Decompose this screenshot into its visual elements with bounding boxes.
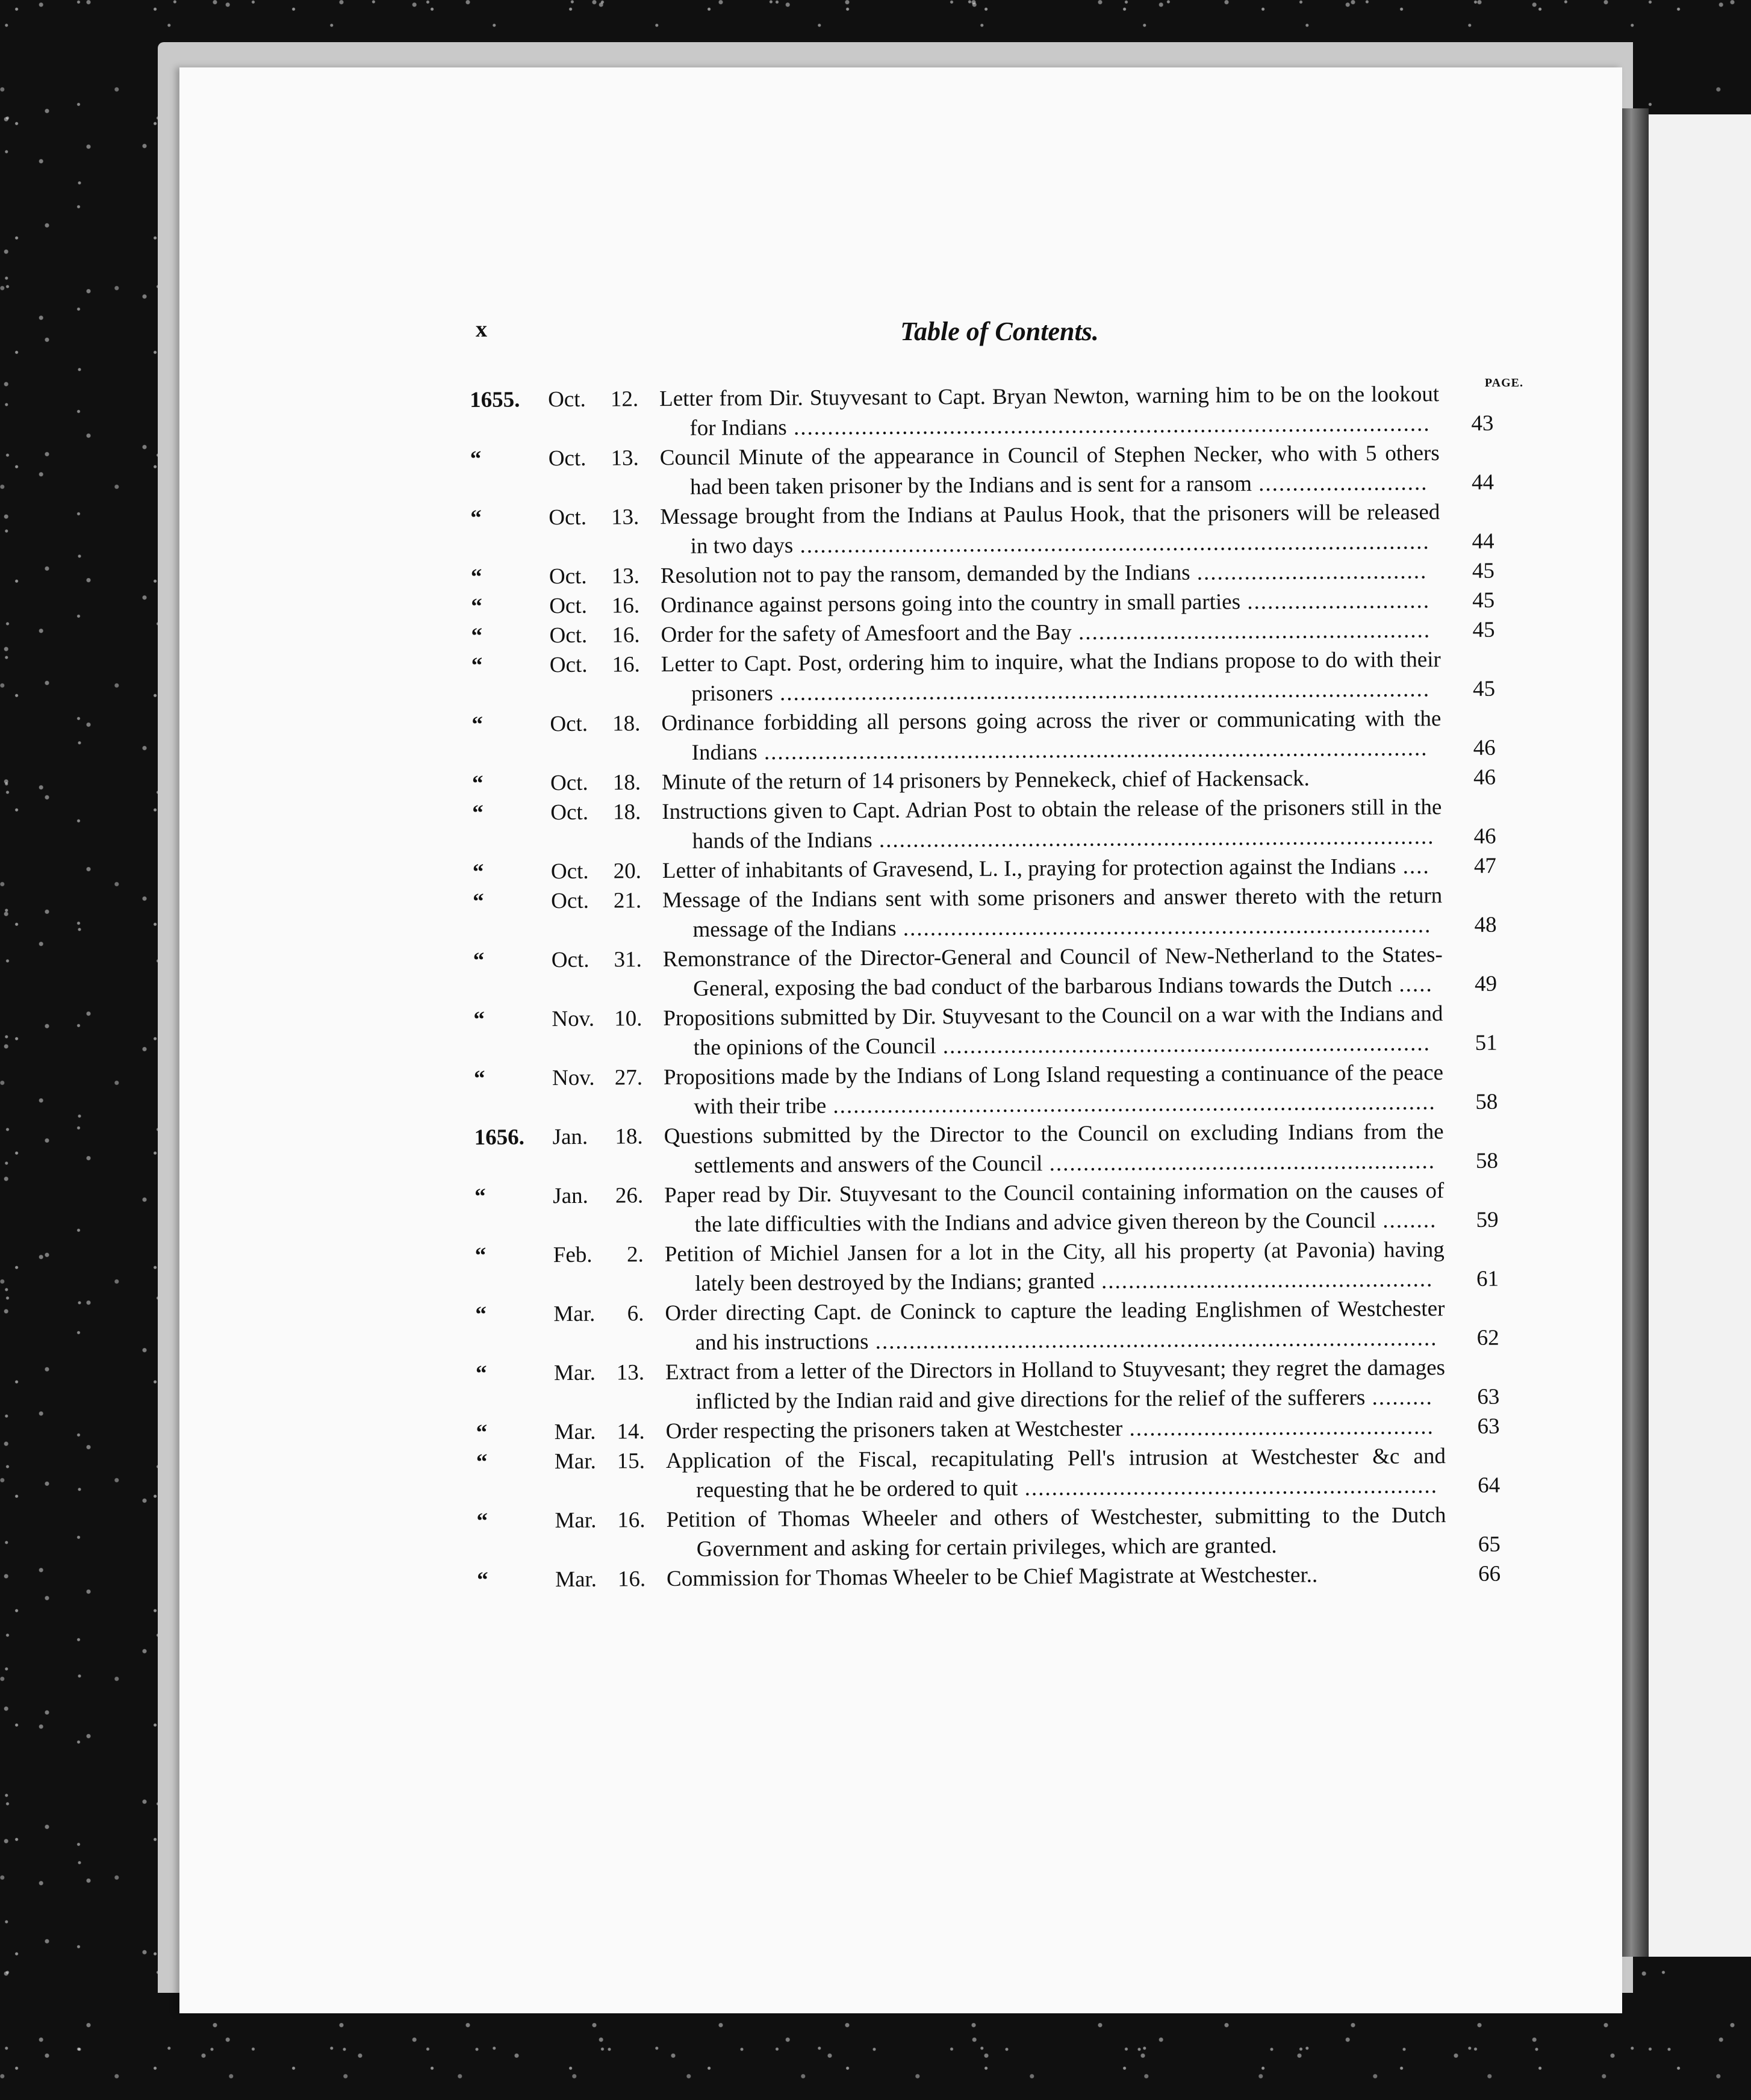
entry-text: Letter of inhabitants of Gravesend, L. I., praying for protection against the Indians bbox=[662, 854, 1396, 884]
entry-page: 49 bbox=[1474, 971, 1498, 996]
entry-year: “ bbox=[475, 1361, 487, 1386]
leader-dots: .................................................................................................. bbox=[757, 736, 1428, 765]
entry-text: Letter from Dir. Stuyvesant to Capt. Bryan Newton, warning him to be on the lookout for Indians bbox=[659, 382, 1440, 441]
entry-page: 46 bbox=[1473, 765, 1496, 790]
toc-entry bbox=[475, 1294, 1499, 1359]
entry-text: Instructions given to Capt. Adrian Post to obtain the release of the prisoners still in the hands of the Indians bbox=[662, 795, 1442, 854]
entry-page: 47 bbox=[1473, 853, 1497, 878]
entry-day: 13. bbox=[611, 564, 640, 589]
leader-dots: .................................................................................. bbox=[872, 824, 1435, 853]
entry-page: 45 bbox=[1472, 676, 1496, 701]
entry-text: Message of the Indians sent with some prisoners and answer thereto with the return message of the Indians bbox=[662, 883, 1443, 942]
entry-month: Oct. bbox=[550, 859, 589, 884]
leader-dots: ........................... bbox=[1240, 588, 1431, 615]
entry-month: Oct. bbox=[549, 593, 588, 619]
entry-description bbox=[661, 556, 1440, 591]
entry-year: “ bbox=[471, 594, 482, 619]
entry-page: 45 bbox=[1472, 588, 1495, 613]
entry-day: 18. bbox=[612, 770, 641, 795]
entry-page: 61 bbox=[1476, 1266, 1499, 1291]
entry-month: Oct. bbox=[549, 652, 588, 678]
entry-text: Order for the safety of Amesfoort and the Bay bbox=[661, 620, 1072, 648]
entry-year: “ bbox=[474, 1184, 486, 1209]
leader-dots: ................................................................................................ bbox=[773, 677, 1431, 706]
leader-dots: .............................................................................. bbox=[896, 913, 1432, 941]
entry-description bbox=[660, 497, 1440, 561]
leader-dots: ......... bbox=[1365, 1385, 1433, 1410]
entry-month: Oct. bbox=[550, 711, 588, 737]
toc-entry bbox=[477, 1559, 1501, 1595]
entry-description bbox=[659, 379, 1440, 443]
entry-year: “ bbox=[475, 1302, 487, 1327]
entry-year: 1656. bbox=[474, 1125, 525, 1150]
entry-page: 51 bbox=[1475, 1030, 1498, 1055]
entry-description bbox=[661, 615, 1440, 650]
entry-year: “ bbox=[472, 859, 484, 884]
entry-day: 13. bbox=[616, 1360, 645, 1385]
entry-year: “ bbox=[471, 623, 483, 648]
entry-day: 16. bbox=[612, 623, 640, 648]
entry-year: “ bbox=[471, 653, 483, 678]
entry-year: “ bbox=[472, 800, 484, 825]
entry-day: 13. bbox=[611, 446, 639, 471]
entry-description bbox=[664, 1176, 1445, 1240]
entry-month: Mar. bbox=[553, 1301, 596, 1327]
entry-text: Remonstrance of the Director-General and Council of New-Netherland to the States-General, exposing the bad conduct of the barbarous Indians towards the Dutch bbox=[662, 942, 1443, 1001]
leader-dots: .................................. bbox=[1190, 559, 1428, 585]
entry-day: 2. bbox=[626, 1242, 644, 1267]
toc-entry bbox=[473, 881, 1497, 946]
entry-year: “ bbox=[473, 948, 485, 973]
entry-month: Nov. bbox=[552, 1065, 595, 1091]
page-column-label: PAGE. bbox=[1484, 376, 1523, 390]
entry-text: Minute of the return of 14 prisoners by Pennekeck, chief of Hackensack. bbox=[661, 766, 1310, 795]
entry-page: 44 bbox=[1472, 529, 1494, 554]
leader-dots: ................................................. bbox=[1094, 1267, 1434, 1294]
entry-month: Mar. bbox=[553, 1360, 596, 1386]
entry-text: Ordinance forbidding all persons going across the river or communicating with the Indians bbox=[661, 706, 1442, 765]
entry-description bbox=[665, 1412, 1445, 1446]
entry-description bbox=[664, 1058, 1444, 1122]
entry-year: “ bbox=[474, 1243, 487, 1268]
entry-day: 15. bbox=[617, 1449, 645, 1474]
entry-month: Oct. bbox=[549, 623, 588, 648]
entry-day: 6. bbox=[627, 1301, 644, 1326]
entry-text: Resolution not to pay the ransom, demanded by the Indians bbox=[660, 560, 1190, 589]
entry-day: 26. bbox=[615, 1183, 644, 1208]
leader-dots: ........................................................................ bbox=[936, 1031, 1431, 1059]
entry-page: 44 bbox=[1471, 470, 1494, 495]
entry-description bbox=[662, 763, 1442, 797]
entry-day: 18. bbox=[612, 711, 641, 736]
entry-text: Ordinance against persons going into the country in small parties bbox=[661, 589, 1241, 618]
entry-day: 31. bbox=[614, 947, 642, 972]
table-of-contents bbox=[470, 379, 1501, 1595]
entry-day: 16. bbox=[617, 1508, 645, 1533]
page-header bbox=[476, 316, 1523, 390]
entry-text: Letter to Capt. Post, ordering him to inquire, what the Indians propose to do with their prisoners bbox=[661, 647, 1441, 706]
leader-dots: .................................................... bbox=[1071, 618, 1431, 645]
toc-entry bbox=[473, 999, 1498, 1064]
entry-description bbox=[662, 881, 1443, 945]
toc-entry bbox=[470, 379, 1494, 444]
entry-day: 18. bbox=[615, 1124, 643, 1149]
page-title: Table of Contents. bbox=[900, 317, 1099, 346]
toc-entry bbox=[474, 1176, 1499, 1241]
entry-year: “ bbox=[473, 1066, 485, 1091]
toc-entry bbox=[476, 1353, 1500, 1418]
entry-year: “ bbox=[476, 1449, 488, 1474]
entry-month: Jan. bbox=[552, 1124, 588, 1150]
leader-dots: ............................................. bbox=[1122, 1414, 1434, 1441]
entry-description bbox=[661, 586, 1440, 620]
leader-dots: ......................... bbox=[1251, 470, 1428, 497]
toc-entry bbox=[476, 1500, 1501, 1565]
entry-page: 45 bbox=[1472, 558, 1495, 583]
entry-text: Order respecting the prisoners taken at Westchester bbox=[665, 1416, 1123, 1444]
entry-month: Jan. bbox=[553, 1183, 588, 1209]
entry-day: 12. bbox=[610, 387, 639, 412]
entry-year: “ bbox=[476, 1420, 488, 1445]
entry-month: Oct. bbox=[550, 770, 588, 796]
entry-month: Oct. bbox=[548, 387, 586, 412]
entry-page: 64 bbox=[1478, 1473, 1501, 1498]
entry-text: Propositions made by the Indians of Long Island requesting a continuance of the peace with their tribe bbox=[663, 1060, 1444, 1119]
entry-description bbox=[665, 1353, 1446, 1417]
entry-description bbox=[661, 704, 1442, 768]
entry-description bbox=[665, 1294, 1445, 1358]
leader-dots: ........ bbox=[1375, 1208, 1437, 1233]
leader-dots: ............................................................. bbox=[1018, 1473, 1438, 1501]
book-gutter-shadow bbox=[1620, 108, 1649, 1957]
entry-year: “ bbox=[473, 1007, 485, 1032]
entry-month: Oct. bbox=[548, 446, 586, 471]
entry-day: 27. bbox=[614, 1065, 643, 1090]
facing-page-edge bbox=[1649, 114, 1751, 1957]
leader-dots: ..... bbox=[1392, 972, 1433, 997]
toc-entry bbox=[473, 940, 1498, 1005]
entry-description bbox=[663, 940, 1443, 1004]
toc-entry bbox=[470, 438, 1494, 503]
entry-year: “ bbox=[476, 1508, 488, 1533]
entry-day: 13. bbox=[611, 505, 639, 530]
toc-entry bbox=[472, 792, 1496, 857]
entry-month: Oct. bbox=[551, 888, 589, 914]
entry-day: 20. bbox=[613, 859, 642, 884]
leader-dots: .............................................................................................. bbox=[786, 411, 1431, 440]
entry-description bbox=[665, 1235, 1445, 1299]
entry-text: Order directing Capt. de Coninck to capture the leading Englishmen of Westchester and his instructions bbox=[665, 1296, 1445, 1355]
entry-year: “ bbox=[471, 712, 484, 737]
entry-year: “ bbox=[473, 889, 484, 914]
entry-page: 62 bbox=[1476, 1325, 1499, 1350]
leader-dots: ................................................................................... bbox=[868, 1326, 1438, 1354]
entry-page: 48 bbox=[1474, 912, 1497, 937]
entry-day: 18. bbox=[612, 800, 641, 825]
toc-entry bbox=[474, 1117, 1498, 1182]
toc-entry bbox=[474, 1058, 1498, 1123]
page-number: x bbox=[476, 317, 487, 342]
entry-month: Feb. bbox=[553, 1242, 592, 1268]
entry-month: Mar. bbox=[555, 1508, 597, 1533]
entry-month: Mar. bbox=[554, 1419, 596, 1445]
leader-dots: ......................................................... bbox=[1042, 1149, 1436, 1176]
entry-page: 45 bbox=[1472, 617, 1495, 642]
entry-description bbox=[662, 792, 1442, 856]
entry-year: 1655. bbox=[470, 387, 520, 412]
entry-year: “ bbox=[476, 1567, 488, 1592]
entry-text: Petition of Michiel Jansen for a lot in the City, all his property (at Pavonia) having lately been destroyed by the Indians; granted bbox=[664, 1237, 1445, 1296]
entry-description bbox=[667, 1559, 1446, 1594]
leader-dots: ............................................................................................. bbox=[793, 529, 1430, 558]
entry-day: 21. bbox=[613, 888, 642, 913]
entry-text: Message brought from the Indians at Paulus Hook, that the prisoners will be released in two days bbox=[660, 500, 1440, 559]
toc-entry bbox=[470, 497, 1494, 562]
entry-year: “ bbox=[470, 446, 482, 471]
entry-description bbox=[660, 438, 1440, 502]
entry-day: 16. bbox=[611, 593, 640, 618]
entry-description bbox=[663, 999, 1443, 1063]
entry-year: “ bbox=[470, 564, 482, 589]
entry-text: Petition of Thomas Wheeler and others of Westchester, submitting to the Dutch Government and asking for certain privileges, which are granted. bbox=[666, 1503, 1446, 1562]
entry-page: 63 bbox=[1477, 1384, 1500, 1409]
entry-month: Oct. bbox=[549, 564, 587, 589]
entry-page: 59 bbox=[1476, 1207, 1499, 1232]
entry-month: Oct. bbox=[551, 947, 589, 973]
toc-entry bbox=[475, 1235, 1499, 1300]
toc-entry bbox=[476, 1441, 1501, 1506]
entry-year: “ bbox=[471, 771, 484, 796]
entry-month: Mar. bbox=[555, 1567, 597, 1592]
entry-month: Mar. bbox=[554, 1449, 596, 1474]
entry-description bbox=[662, 851, 1442, 886]
entry-month: Nov. bbox=[552, 1006, 595, 1032]
entry-description bbox=[664, 1117, 1444, 1181]
entry-day: 16. bbox=[612, 652, 640, 677]
entry-page: 46 bbox=[1473, 824, 1496, 849]
entry-page: 43 bbox=[1471, 411, 1494, 436]
entry-page: 63 bbox=[1477, 1414, 1500, 1439]
entry-day: 14. bbox=[617, 1419, 645, 1444]
entry-text: Paper read by Dir. Stuyvesant to the Council containing information on the causes of the late difficulties with the Indians and advice given thereon by the Council bbox=[664, 1178, 1445, 1237]
entry-description bbox=[661, 645, 1442, 709]
entry-text: Questions submitted by the Director to the Council on excluding Indians from the settlements and answers of the Council bbox=[664, 1119, 1444, 1178]
entry-year: “ bbox=[470, 505, 482, 530]
entry-text: Commission for Thomas Wheeler to be Chief Magistrate at Westchester.. bbox=[666, 1562, 1318, 1592]
toc-entry bbox=[471, 645, 1496, 710]
entry-day: 10. bbox=[614, 1006, 642, 1031]
entry-day: 16. bbox=[617, 1567, 646, 1592]
entry-page: 65 bbox=[1478, 1532, 1501, 1557]
leader-dots: .... bbox=[1396, 854, 1430, 879]
entry-text: Council Minute of the appearance in Council of Stephen Necker, who with 5 others had been taken prisoner by the Indians and is sent for a ransom bbox=[659, 441, 1440, 500]
entry-page: 66 bbox=[1478, 1561, 1501, 1586]
toc-entry bbox=[471, 704, 1496, 769]
entry-page: 58 bbox=[1475, 1148, 1499, 1173]
entry-description bbox=[666, 1441, 1446, 1505]
entry-page: 58 bbox=[1475, 1089, 1498, 1114]
entry-description bbox=[666, 1500, 1446, 1564]
entry-text: Extract from a letter of the Directors in Holland to Stuyvesant; they regret the damages inflicted by the Indian raid and give directions for the relief of the sufferers bbox=[665, 1355, 1446, 1414]
leader-dots: ......................................................................................... bbox=[826, 1090, 1436, 1119]
entry-page: 46 bbox=[1473, 735, 1496, 760]
entry-month: Oct. bbox=[549, 505, 587, 530]
entry-text: Application of the Fiscal, recapitulating Pell's intrusion at Westchester &c and requesting that he be ordered to quit bbox=[665, 1444, 1446, 1503]
entry-text: Propositions submitted by Dir. Stuyvesant to the Council on a war with the Indians and the opinions of the Council bbox=[663, 1001, 1443, 1060]
entry-month: Oct. bbox=[550, 800, 589, 825]
